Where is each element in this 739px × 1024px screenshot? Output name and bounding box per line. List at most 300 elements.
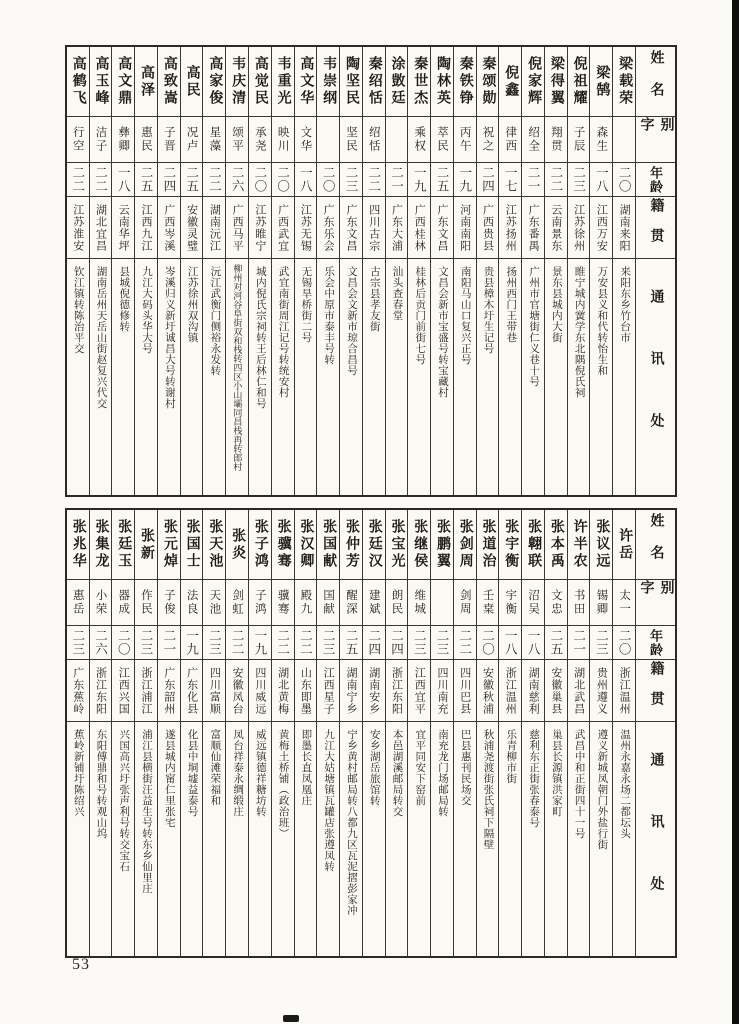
entry-name: 高玉峰: [90, 47, 112, 117]
entry-contact: 宁乡黄村邮局转八都九区瓦泥摺彭家冲: [345, 729, 357, 916]
entry-column: [612, 47, 635, 495]
entry-native: 江苏睢宁: [249, 197, 271, 259]
entry-column: [316, 510, 339, 956]
entry-column: [521, 510, 544, 956]
entry-contact: 慈利东正街张春泰号: [528, 729, 540, 828]
entry-column: [225, 510, 248, 956]
entry-contact: 南阳马山口复兴正号: [459, 266, 471, 365]
entry-contact: 秋浦尧渡街张氏祠下隔壁: [482, 729, 494, 850]
page-number: 53: [72, 956, 90, 973]
entry-native: 广西岑溪: [158, 197, 180, 259]
entry-contact: 乐会中原市泰丰号转: [323, 266, 335, 365]
entry-alias: 祝之: [477, 117, 499, 163]
entry-age: 二四: [477, 163, 499, 197]
entry-native: 江苏徐州: [568, 197, 590, 259]
entry-age: 二三: [431, 626, 453, 660]
entry-native: 广东蕉岭: [67, 660, 89, 722]
entry-alias: 子晋: [158, 117, 180, 163]
entry-column: [202, 47, 225, 495]
entry-age: 二三: [135, 626, 157, 660]
entry-alias: 惠岳: [67, 580, 89, 626]
entry-column: [362, 47, 385, 495]
entry-alias: 维城: [408, 580, 430, 626]
entry-column: [67, 47, 89, 495]
entry-contact: 凤台祥泰永绸缎庄: [232, 729, 244, 817]
entry-name: 张宇衡: [499, 510, 521, 580]
entry-column: [385, 47, 408, 495]
entry-age: 二二: [545, 163, 567, 197]
header-native: 籍贯: [636, 197, 675, 259]
entry-age: 二〇: [613, 163, 635, 197]
entry-age: 一九: [181, 626, 203, 660]
entry-column: [567, 510, 590, 956]
entry-contact: 文昌会文新市琼合昌号: [345, 266, 357, 376]
entry-column: [294, 47, 317, 495]
entry-name: 韦重光: [272, 47, 294, 117]
entry-alias: 锡卿: [590, 580, 612, 626]
entry-column: [248, 47, 271, 495]
entry-column: [521, 47, 544, 495]
entry-age: 二〇: [249, 163, 271, 197]
entry-contact: 江苏徐州双沟镇: [186, 266, 198, 343]
entry-contact: 化县中垌墟益泰号: [186, 729, 198, 817]
entry-name: 张廷汉: [363, 510, 385, 580]
entry-name: 高致嵩: [158, 47, 180, 117]
entry-name: 张继侯: [408, 510, 430, 580]
header-contact: 通讯处: [648, 289, 664, 475]
entry-native: 江西星子: [317, 660, 339, 722]
entry-alias: 子鸿: [249, 580, 271, 626]
entry-alias: 国献: [317, 580, 339, 626]
scan-edge-shadow: [732, 0, 739, 1024]
header-column: [635, 47, 675, 495]
entry-native: 江西万安: [590, 197, 612, 259]
entry-name: 张集龙: [90, 510, 112, 580]
entry-name: 陶林英: [431, 47, 453, 117]
entry-age: 二三: [317, 626, 339, 660]
entry-contact: 蕉岭新铺圩陈绍兴: [72, 729, 84, 817]
entry-alias: 洁子: [90, 117, 112, 163]
entry-name: 秦绍恬: [363, 47, 385, 117]
entry-name: 张新: [135, 510, 157, 580]
entry-name: 张议远: [590, 510, 612, 580]
entry-name: 许岳: [613, 510, 635, 580]
entry-age: 一九: [408, 163, 430, 197]
entry-name: 涂敳廷: [386, 47, 408, 117]
entry-contact: 景东县城内大街: [550, 266, 562, 343]
entry-native: 江苏淮安: [67, 197, 89, 259]
entry-alias: 绍恬: [363, 117, 385, 163]
entry-contact: 广州市官塘街仁义巷十号: [528, 266, 540, 387]
entry-alias: 星藻: [203, 117, 225, 163]
header-age: 年龄: [636, 163, 675, 197]
entry-name: 张宝光: [386, 510, 408, 580]
entry-contact: 威远镇德祥糖坊转: [254, 729, 266, 817]
entry-native: 江苏扬州: [499, 197, 521, 259]
entry-contact: 岑溪归义新圩诚昌大号转谢村: [163, 266, 175, 409]
entry-name: 张国献: [317, 510, 339, 580]
entry-contact: 县城倪德修转: [118, 266, 130, 332]
entry-name: 陶坚民: [340, 47, 362, 117]
entry-contact: 温州永嘉永场二都坛头: [619, 729, 631, 839]
entry-name: 张天池: [203, 510, 225, 580]
entry-column: [476, 47, 499, 495]
entry-native: 广东番禺: [522, 197, 544, 259]
entry-native: 云南景东: [545, 197, 567, 259]
entry-age: 二二: [454, 626, 476, 660]
entry-name: 张子鸿: [249, 510, 271, 580]
entry-age: 二五: [181, 163, 203, 197]
entry-contact: 黄梅土桥铺（政治班）: [277, 729, 289, 839]
entry-alias: 况卢: [181, 117, 203, 163]
entry-name: 高鹤飞: [67, 47, 89, 117]
entry-native: 广东文昌: [431, 197, 453, 259]
entry-column: [157, 47, 180, 495]
entry-contact: 安乡湖岳旅馆转: [368, 729, 380, 806]
entry-alias: 颂平: [226, 117, 248, 163]
entry-native: 湖南沅江: [203, 197, 225, 259]
entry-column: [180, 47, 203, 495]
entry-contact: 汕头查春堂: [391, 266, 403, 321]
entry-name: 张翺联: [522, 510, 544, 580]
entry-name: 高民: [181, 47, 203, 117]
entry-age: 二三: [340, 163, 362, 197]
entry-alias: 醒深: [340, 580, 362, 626]
entry-native: 江西兴国: [112, 660, 134, 722]
entry-contact: 九江大码头华大号: [141, 266, 153, 354]
entry-native: 湖北黄梅: [272, 660, 294, 722]
entry-name: 韦崇纲: [317, 47, 339, 117]
entry-alias: 森生: [590, 117, 612, 163]
entry-contact: 本邑湖溪邮局转交: [391, 729, 403, 817]
entry-name: 张汉卿: [295, 510, 317, 580]
entry-native: 广东化县: [181, 660, 203, 722]
entry-native: 湖南慈利: [522, 660, 544, 722]
entry-alias: 作民: [135, 580, 157, 626]
entry-column: [180, 510, 203, 956]
entry-native: 四川富顺: [203, 660, 225, 722]
entry-native: 云南华坪: [112, 197, 134, 259]
entry-column: [498, 510, 521, 956]
entry-contact: 无锡旱桥街二号: [300, 266, 312, 343]
entry-age: 二四: [386, 626, 408, 660]
entry-alias: 殿九: [295, 580, 317, 626]
entry-column: [589, 510, 612, 956]
entry-alias: 映川: [272, 117, 294, 163]
entry-age: 二〇: [112, 626, 134, 660]
entry-column: [453, 47, 476, 495]
entry-alias: 器成: [112, 580, 134, 626]
entry-native: 湖北宜昌: [90, 197, 112, 259]
entry-alias: 坚民: [340, 117, 362, 163]
entry-name: 张仲芳: [340, 510, 362, 580]
entry-native: 四川巴县: [454, 660, 476, 722]
header-alias: 别字: [636, 580, 675, 626]
entry-native: 四川古宗: [363, 197, 385, 259]
entry-age: 二六: [226, 163, 248, 197]
entry-column: [134, 47, 157, 495]
entry-alias: 书田: [568, 580, 590, 626]
entry-age: 二五: [431, 163, 453, 197]
entry-column: [453, 510, 476, 956]
entry-native: 河南南阳: [454, 197, 476, 259]
entry-contact: 巢县长源镇洪家町: [550, 729, 562, 817]
entry-alias: 行空: [67, 117, 89, 163]
entry-contact: 扬州西门王带巷: [505, 266, 517, 343]
entry-alias: 剑虹: [226, 580, 248, 626]
entry-name: 张兆华: [67, 510, 89, 580]
entry-alias: 乘权: [408, 117, 430, 163]
entry-alias: [317, 117, 339, 163]
entry-column: [430, 47, 453, 495]
entry-column: [294, 510, 317, 956]
entry-native: 湖南宁乡: [340, 660, 362, 722]
entry-column: [589, 47, 612, 495]
entry-age: 一八: [522, 626, 544, 660]
entry-alias: [386, 117, 408, 163]
entry-age: 二二: [272, 626, 294, 660]
entry-column: [316, 47, 339, 495]
entry-alias: 律西: [499, 117, 521, 163]
entry-native: 广东大浦: [386, 197, 408, 259]
entry-column: [89, 510, 112, 956]
entry-name: 梁鹄: [590, 47, 612, 117]
entry-age: 二〇: [317, 163, 339, 197]
entry-age: 二〇: [613, 626, 635, 660]
entry-native: 浙江温州: [499, 660, 521, 722]
entry-contact: 南充龙门场邮局转: [437, 729, 448, 817]
header-column: [635, 510, 675, 956]
entry-alias: 天池: [203, 580, 225, 626]
entry-contact: 文昌会新市宝盛号转宝藏村: [437, 266, 448, 398]
entry-native: 浙江温州: [613, 660, 635, 722]
entry-age: 二五: [340, 626, 362, 660]
entry-age: 二二: [295, 626, 317, 660]
entry-age: 二三: [67, 626, 89, 660]
entry-contact: 城内倪氏宗祠转王后林仁和号: [254, 266, 266, 409]
entry-column: [225, 47, 248, 495]
entry-contact: 武宜南街周江记号转统安村: [277, 266, 289, 398]
entry-alias: 文忠: [545, 580, 567, 626]
entry-contact: 巴县惠刊民场交: [459, 729, 471, 806]
entry-age: 二六: [90, 626, 112, 660]
entry-native: 浙江浦江: [135, 660, 157, 722]
header-contact: 通讯处: [648, 752, 664, 938]
entry-age: 二二: [90, 163, 112, 197]
entry-alias: 剑周: [454, 580, 476, 626]
entry-column: [476, 510, 499, 956]
entry-native: 江西宜平: [408, 660, 430, 722]
header-alias: 别字: [636, 117, 675, 163]
entry-column: [407, 47, 430, 495]
entry-alias: 子辰: [568, 117, 590, 163]
entry-alias: 建斌: [363, 580, 385, 626]
entry-age: 二五: [135, 163, 157, 197]
entry-native: 山东即墨: [295, 660, 317, 722]
entry-column: [544, 510, 567, 956]
entry-native: 广东文昌: [340, 197, 362, 259]
entry-age: 二一: [568, 626, 590, 660]
entry-column: [248, 510, 271, 956]
entry-age: 二一: [386, 163, 408, 197]
entry-age: 一九: [454, 163, 476, 197]
header-name: 姓名: [636, 47, 675, 117]
entry-age: 二三: [408, 626, 430, 660]
entry-alias: 沼吴: [522, 580, 544, 626]
entry-age: 一八: [295, 163, 317, 197]
entry-contact: 万安县义和代转怡生和: [596, 266, 608, 376]
entry-column: [271, 510, 294, 956]
entry-column: [134, 510, 157, 956]
entry-native: 安徽凤台: [226, 660, 248, 722]
entry-native: 安徽秋浦: [477, 660, 499, 722]
entry-contact: 贵县樟木圩生记号: [482, 266, 494, 354]
entry-alias: 宇衡: [499, 580, 521, 626]
entry-column: [111, 510, 134, 956]
entry-native: 安徽巢县: [545, 660, 567, 722]
entry-column: [67, 510, 89, 956]
entry-name: 高泽: [135, 47, 157, 117]
entry-native: 浙江东阳: [386, 660, 408, 722]
entry-column: [430, 510, 453, 956]
directory-table-top: [65, 45, 677, 497]
entry-name: 倪祖耀: [568, 47, 590, 117]
entry-column: [339, 510, 362, 956]
entry-name: 梁载荣: [613, 47, 635, 117]
entry-contact: 乐青柳市街: [505, 729, 517, 784]
entry-column: [339, 47, 362, 495]
entry-alias: 丙午: [454, 117, 476, 163]
entry-contact: 桂林后贡门前街七号: [414, 266, 426, 365]
entry-age: 二五: [545, 626, 567, 660]
header-age: 年龄: [636, 626, 675, 660]
entry-alias: 骥骞: [272, 580, 294, 626]
entry-native: 浙江东阳: [90, 660, 112, 722]
entry-contact: 即墨长直凤凰庄: [300, 729, 312, 806]
header-name: 姓名: [636, 510, 675, 580]
entry-contact: 富顺仙滩荣福和: [209, 729, 221, 806]
entry-age: 一九: [249, 626, 271, 660]
entry-alias: 惠民: [135, 117, 157, 163]
entry-alias: 子俊: [158, 580, 180, 626]
entry-native: 贵州遵义: [590, 660, 612, 722]
entry-contact: 沅江武衡门侧裕永发转: [209, 266, 221, 376]
entry-age: 二一: [158, 626, 180, 660]
entry-age: 二三: [590, 626, 612, 660]
entry-column: [544, 47, 567, 495]
entry-native: 江苏无锡: [295, 197, 317, 259]
entry-name: 韦庆清: [226, 47, 248, 117]
entry-name: 张国士: [181, 510, 203, 580]
entry-native: 湖南安乡: [363, 660, 385, 722]
entry-alias: 太一: [613, 580, 635, 626]
entry-contact: 宜平同安下窑前: [414, 729, 426, 806]
entry-name: 倪家辉: [522, 47, 544, 117]
entry-age: 二二: [203, 163, 225, 197]
entry-column: [567, 47, 590, 495]
entry-age: 二二: [226, 626, 248, 660]
entry-name: 秦铁铮: [454, 47, 476, 117]
entry-name: 张本禹: [545, 510, 567, 580]
entry-age: 一八: [499, 626, 521, 660]
entry-age: 二三: [203, 626, 225, 660]
entry-age: 二四: [158, 163, 180, 197]
entry-name: 张鹏翼: [431, 510, 453, 580]
entry-column: [362, 510, 385, 956]
entry-native: 广西桂林: [408, 197, 430, 259]
entry-native: 湖北武昌: [568, 660, 590, 722]
entry-contact: 遂县城内甯仁里张宅: [163, 729, 175, 828]
entry-alias: 朗民: [386, 580, 408, 626]
entry-age: 一八: [590, 163, 612, 197]
entry-age: 二一: [522, 163, 544, 197]
entry-alias: 萃民: [431, 117, 453, 163]
entry-name: 张炎: [226, 510, 248, 580]
entry-column: [202, 510, 225, 956]
entry-age: 一七: [499, 163, 521, 197]
entry-age: 二〇: [477, 626, 499, 660]
entry-name: 秦颂勋: [477, 47, 499, 117]
entry-column: [612, 510, 635, 956]
entry-alias: [613, 117, 635, 163]
entry-alias: 文华: [295, 117, 317, 163]
entry-name: 张元焯: [158, 510, 180, 580]
entry-age: 二三: [568, 163, 590, 197]
entry-name: 高家俊: [203, 47, 225, 117]
entry-native: 江西九江: [135, 197, 157, 259]
entry-native: 湖南来阳: [613, 197, 635, 259]
entry-age: 一八: [112, 163, 134, 197]
entry-age: 二二: [67, 163, 89, 197]
entry-contact: 九江大姑塘镇瓦罐店张遵凤转: [323, 729, 335, 872]
entry-native: 安徽灵璧: [181, 197, 203, 259]
entry-name: 张骥骞: [272, 510, 294, 580]
entry-name: 张道治: [477, 510, 499, 580]
entry-contact: 来阳东乡竹台市: [619, 266, 631, 343]
entry-column: [89, 47, 112, 495]
entry-native: 广西马平: [226, 197, 248, 259]
entry-contact: 兴国高兴圩张声利号转交宝石: [118, 729, 130, 872]
entry-alias: 承尧: [249, 117, 271, 163]
scan-smudge: [283, 1015, 299, 1022]
entry-alias: 小荣: [90, 580, 112, 626]
entry-alias: [431, 580, 453, 626]
entry-name: 高文华: [295, 47, 317, 117]
entry-alias: 彝卿: [112, 117, 134, 163]
entry-name: 张廷玉: [112, 510, 134, 580]
entry-native: 广东乐会: [317, 197, 339, 259]
entry-column: [111, 47, 134, 495]
entry-native: 广东韶州: [158, 660, 180, 722]
entry-contact: 遵义新城凤朝门外盐行街: [596, 729, 608, 850]
entry-contact: 钦江镇转陈治平交: [72, 266, 84, 354]
entry-column: [385, 510, 408, 956]
entry-alias: 绍全: [522, 117, 544, 163]
entry-contact: 东阳傅鼎和号转观山坞: [95, 729, 107, 839]
entry-column: [407, 510, 430, 956]
entry-native: 广西武宜: [272, 197, 294, 259]
entry-name: 高文鼎: [112, 47, 134, 117]
entry-age: 二〇: [272, 163, 294, 197]
entry-native: 广西贵县: [477, 197, 499, 259]
entry-column: [498, 47, 521, 495]
entry-contact: 古宗县孝友街: [368, 266, 380, 332]
entry-column: [271, 47, 294, 495]
entry-contact: 武昌中和正街四十一号: [573, 729, 585, 839]
entry-native: 四川威远: [249, 660, 271, 722]
entry-contact: 湖南岳州天岳山街赵复兴代交: [95, 266, 107, 409]
entry-contact: 睢宁城内黉学东北隅倪氏祠: [573, 266, 585, 398]
